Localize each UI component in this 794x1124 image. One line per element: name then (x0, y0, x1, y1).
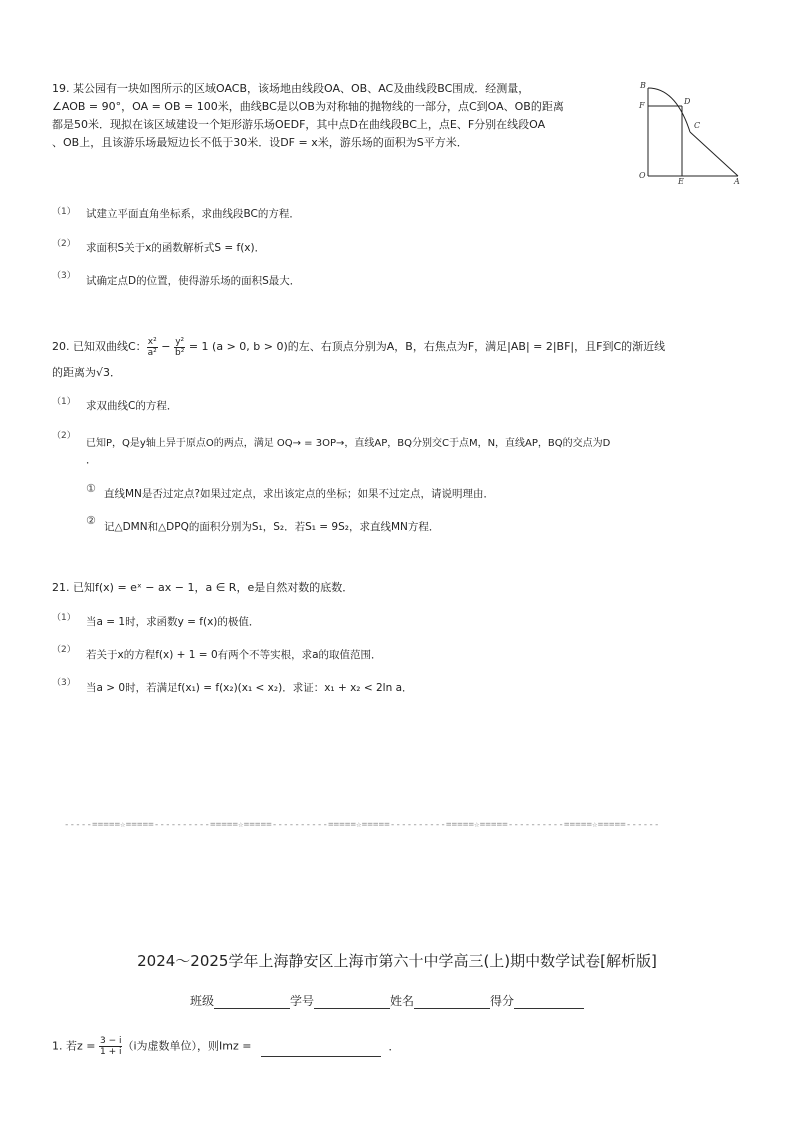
q20-c1-text: 直线MN是否过定点?如果过定点，求出该定点的坐标；如果不过定点，请说明理由． (104, 488, 494, 500)
q20-sub1-label: （1） (52, 397, 76, 407)
q19-sub1-label: （1） (52, 207, 76, 217)
name-label: 姓名 (390, 994, 415, 1008)
label-e: E (678, 177, 684, 186)
paper-title: 2024～2025学年上海静安区上海市第六十中学高三(上)期中数学试卷[解析版] (137, 952, 657, 970)
q1-prefix: 1. 若z = (52, 1039, 99, 1053)
name-blank[interactable] (414, 994, 490, 1009)
segment-ac (690, 132, 738, 176)
q1-frac-top: 3 − i (99, 1036, 122, 1046)
q20-rest: = 1 (a > 0, b > 0)的左、右顶点分别为A，B，右焦点为F，满足|AB| = 2|BF|，且F到C的渐近线 (185, 340, 666, 353)
curve-bc (648, 88, 690, 132)
section-divider: -----=====☆=====----------=====☆=====----------=====☆=====----------=====☆=====----------=====☆=====------ (64, 820, 660, 830)
q21-sub2-label: （2） (52, 645, 76, 655)
q20-c2-label: ② (86, 514, 96, 527)
q19-sub2-label: （2） (52, 239, 76, 249)
class-blank[interactable] (214, 994, 290, 1009)
question-1 (52, 1036, 400, 1057)
q19-line-1: 19. 某公园有一块如图所示的区域OACB，该场地由线段OA、OB、AC及曲线段BC围成．经测量， (52, 82, 530, 95)
student-info-fields (190, 992, 584, 1009)
q1-frac-bot: 1 + i (99, 1047, 122, 1057)
q19-sub2-text: 求面积S关于x的函数解析式S = f(x)． (86, 242, 266, 254)
label-a: A (734, 177, 740, 186)
q20-prefix: 20. 已知双曲线C： (52, 340, 147, 353)
label-c: C (694, 121, 701, 130)
q20-sub2-label: （2） (52, 431, 76, 441)
q19-figure (630, 78, 750, 190)
q21-sub3-text: 当a > 0时，若满足f(x₁) = f(x₂)(x₁ < x₂)．求证：x₁ + x₂ < 2ln a． (86, 682, 413, 694)
label-d: D (684, 97, 691, 106)
q19-line-3: 都是50米．现拟在该区域建设一个矩形游乐场OEDF，其中点D在曲线段BC上，点E、F分别在线段OA (52, 118, 546, 131)
q20-frac2-bot: b² (175, 347, 185, 358)
q19-line-2: ∠AOB = 90°，OA = OB = 100米，曲线BC是以OB为对称轴的抛物线的一部分，点C到OA、OB的距离 (52, 100, 564, 113)
q20-minus: − (157, 340, 175, 353)
q20-sub2-line-1: 已知P，Q是y轴上异于原点O的两点，满足 OQ→ = 3OP→，直线AP，BQ分别交C于点M，N，直线AP，BQ的交点为D (86, 438, 611, 449)
q21-sub1-text: 当a = 1时，求函数y = f(x)的极值． (86, 616, 260, 628)
class-label: 班级 (190, 994, 215, 1008)
q20-c2-text: 记△DMN和△DPQ的面积分别为S₁，S₂．若S₁ = 9S₂，求直线MN方程． (104, 521, 440, 533)
score-label: 得分 (490, 994, 515, 1008)
q20-sub2-line-2: ． (86, 454, 97, 466)
q1-end: ． (388, 1039, 400, 1053)
q21-sub2-text: 若关于x的方程f(x) + 1 = 0有两个不等实根，求a的取值范围． (86, 649, 382, 661)
q19-sub3-text: 试确定点D的位置，使得游乐场的面积S最大． (86, 275, 301, 287)
q21-sub3-label: （3） (52, 678, 76, 688)
label-b: B (640, 81, 646, 90)
q20-frac1-bot: a² (147, 347, 157, 358)
q20-frac2-top: y² (175, 336, 185, 347)
q20-sub1-text: 求双曲线C的方程． (86, 400, 178, 412)
q20-line-1 (52, 336, 752, 358)
q20-frac1-top: x² (147, 336, 157, 347)
id-label: 学号 (290, 994, 315, 1008)
id-blank[interactable] (314, 994, 390, 1009)
q1-fraction (99, 1036, 123, 1057)
q20-c1-label: ① (86, 482, 96, 495)
q1-answer-blank[interactable] (261, 1042, 381, 1057)
label-o: O (639, 171, 646, 180)
q19-line-4: 、OB上，且该游乐场最短边长不低于30米．设DF = x米，游乐场的面积为S平方米． (52, 136, 468, 149)
q21-sub1-label: （1） (52, 613, 76, 623)
q1-rest: （i为虚数单位），则Imz = (122, 1039, 252, 1053)
q20-frac-x (147, 337, 158, 358)
score-blank[interactable] (514, 994, 584, 1009)
label-f: F (639, 101, 645, 110)
q19-sub1-text: 试建立平面直角坐标系，求曲线段BC的方程． (86, 208, 300, 220)
q20-frac-y (174, 337, 185, 358)
q21-line-1: 21. 已知f(x) = eˣ − ax − 1，a ∈ R，e是自然对数的底数． (52, 581, 354, 594)
q20-line-2: 的距离为√3． (52, 366, 122, 379)
q19-sub3-label: （3） (52, 271, 76, 281)
